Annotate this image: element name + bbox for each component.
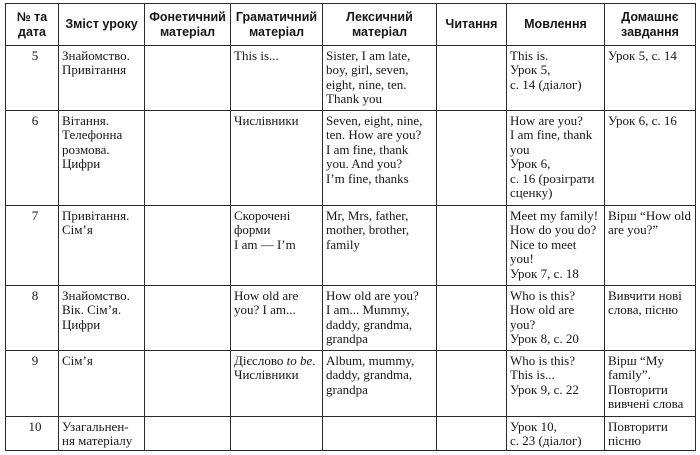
lesson-content-cell: Знайомство. Привітання (59, 46, 145, 111)
table-row (6, 111, 696, 206)
header-phonetic: Фонетичний матеріал (145, 4, 231, 46)
lexical-cell (323, 417, 437, 451)
homework-cell: Вірш “My family”. Повторити вивчені слова (605, 351, 696, 417)
header-lexical: Лексичний матеріал (323, 4, 437, 46)
grammar-cell: Числівники (231, 111, 323, 206)
table-row (6, 286, 696, 351)
reading-cell (437, 286, 507, 351)
lesson-number: 7 (6, 206, 59, 286)
lexical-cell: Mr, Mrs, father, mother, brother, family (323, 206, 437, 286)
header-grammar: Граматичний матеріал (231, 4, 323, 46)
homework-cell: Урок 5, с. 14 (605, 46, 696, 111)
header-number-date: № та дата (6, 4, 59, 46)
lesson-number: 5 (6, 46, 59, 111)
lesson-content-cell: Узагальнен- ня матеріалу (59, 417, 145, 451)
verb-italic-text: to be (286, 353, 313, 368)
phonetic-cell (145, 46, 231, 111)
speaking-cell: Who is this? This is... Урок 9, с. 22 (507, 351, 605, 417)
lexical-cell: How old are you? I am... Mummy, daddy, grandma, grandpa (323, 286, 437, 351)
header-lesson-content: Зміст уроку (59, 4, 145, 46)
lesson-content-cell: Вітання. Телефонна розмова. Цифри (59, 111, 145, 206)
speaking-cell: Урок 10, с. 23 (діалог) (507, 417, 605, 451)
lesson-number: 10 (6, 417, 59, 451)
speaking-cell: How are you? I am fine, thank you Урок 6, с. 16 (розіграти сценку) (507, 111, 605, 206)
grammar-cell: Скорочені форми I am — I’m (231, 206, 323, 286)
grammar-cell: Дієслово to be. Числівники (231, 351, 323, 417)
reading-cell (437, 206, 507, 286)
speaking-cell: This is. Урок 5, с. 14 (діалог) (507, 46, 605, 111)
grammar-cell: This is... (231, 46, 323, 111)
phonetic-cell (145, 111, 231, 206)
table-row (6, 46, 696, 111)
table-row (6, 351, 696, 417)
lesson-content-cell: Знайомство. Вік. Сім’я. Цифри (59, 286, 145, 351)
speaking-cell: Who is this? How old are you? Урок 8, с. 20 (507, 286, 605, 351)
lesson-content-cell: Привітання. Сім’я (59, 206, 145, 286)
reading-cell (437, 417, 507, 451)
grammar-cell (231, 417, 323, 451)
homework-cell: Вивчити нові слова, пісню (605, 286, 696, 351)
header-speaking: Мовлення (507, 4, 605, 46)
phonetic-cell (145, 351, 231, 417)
reading-cell (437, 111, 507, 206)
lesson-number: 6 (6, 111, 59, 206)
phonetic-cell (145, 206, 231, 286)
lexical-cell: Sister, I am late, boy, girl, seven, eight, nine, ten. Thank you (323, 46, 437, 111)
speaking-cell: Meet my family! How do you do? Nice to meet you! Урок 7, с. 18 (507, 206, 605, 286)
table-row (6, 417, 696, 451)
homework-cell: Урок 6, с. 16 (605, 111, 696, 206)
grammar-cell: How old are you? I am... (231, 286, 323, 351)
homework-cell: Вірш “How old are you?” (605, 206, 696, 286)
header-homework: Домашнє завдання (605, 4, 696, 46)
phonetic-cell (145, 417, 231, 451)
reading-cell (437, 351, 507, 417)
lesson-number: 8 (6, 286, 59, 351)
lexical-cell: Seven, eight, nine, ten. How are you? I am fine, thank you. And you? I’m fine, thanks (323, 111, 437, 206)
homework-cell: Повторити пісню (605, 417, 696, 451)
reading-cell (437, 46, 507, 111)
lesson-plan-table (5, 3, 696, 451)
table-row (6, 206, 696, 286)
header-reading: Читання (437, 4, 507, 46)
lexical-cell: Album, mummy, daddy, grandma, grandpa (323, 351, 437, 417)
lesson-number: 9 (6, 351, 59, 417)
lesson-content-cell: Сім’я (59, 351, 145, 417)
phonetic-cell (145, 286, 231, 351)
table-header-row (6, 4, 696, 46)
